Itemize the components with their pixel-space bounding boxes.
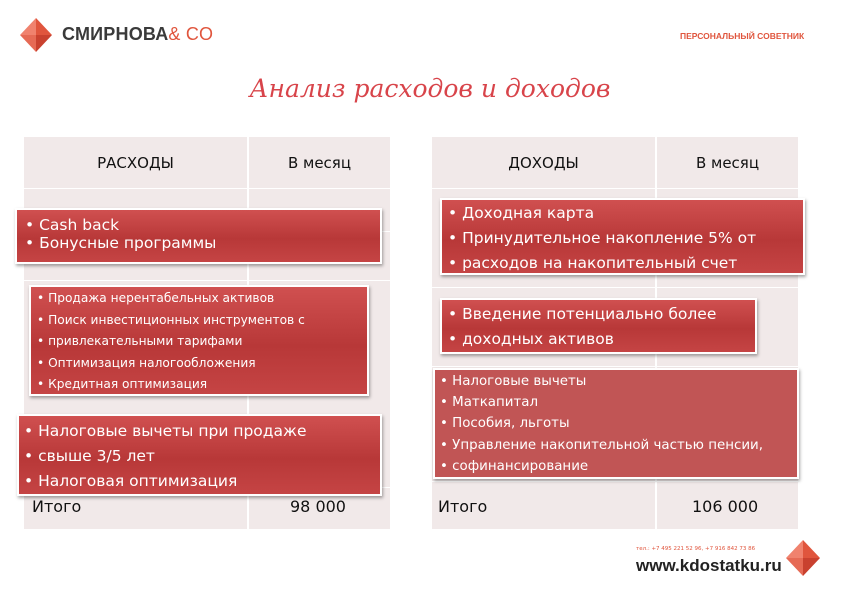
list-item: • Продажа нерентабельных активов [37,288,361,310]
list-item: • Введение потенциально более [448,302,749,327]
income-month-header: В месяц [695,154,760,172]
footer-contacts: тел.: +7 495 221 52 96, +7 916 842 73 86 [636,546,756,552]
expenses-header: РАСХОДЫ [97,154,174,172]
list-item: • Налоговая оптимизация [24,469,375,494]
triangle-logo-icon [786,540,820,576]
list-item: • Доходная карта [448,201,797,226]
list-item: • Оптимизация налогообложения [37,353,361,375]
list-item: • Управление накопительной частью пенсии, [440,435,792,456]
triangle-logo-icon [20,18,52,52]
income-tip-benefits [433,368,799,479]
list-item: • Пособия, льготы [440,413,792,434]
brand-name: СМИРНОВА& CO [62,24,214,44]
list-item: • Кредитная оптимизация [37,374,361,396]
expense-tip-cashback [15,208,382,264]
list-item: • Принудительное накопление 5% от [448,226,797,251]
income-header: ДОХОДЫ [508,154,579,172]
list-item: • Бонусные программы [25,234,372,252]
list-item: • Налоговые вычеты при продаже [24,419,375,444]
income-total-value: 106 000 [692,497,759,516]
website-link[interactable]: www.kdostatku.ru [636,556,782,575]
list-item: • Налоговые вычеты [440,371,792,392]
list-item: • привлекательными тарифами [37,331,361,353]
advisor-label: ПЕРСОНАЛЬНЫЙ СОВЕТНИК [680,31,805,41]
expenses-total-value: 98 000 [290,497,346,516]
list-item: • Cash back [25,216,372,234]
expenses-total-label: Итого [32,497,82,516]
list-item: • доходных активов [448,327,749,352]
page-title: Анализ расходов и доходов [249,74,611,103]
list-item: • софинансирование [440,456,792,477]
expense-tip-tax [17,414,382,496]
income-tip-assets [440,298,757,354]
expenses-month-header: В месяц [287,154,352,172]
expense-tip-assets [29,285,369,396]
list-item: • свыше 3/5 лет [24,444,375,469]
list-item: • Маткапитал [440,392,792,413]
income-total-label: Итого [438,497,488,516]
list-item: • расходов на накопительный счет [448,251,797,276]
list-item: • Поиск инвестиционных инструментов с [37,310,361,332]
income-tip-card [440,198,805,275]
brand-suffix: & CO [168,24,214,44]
